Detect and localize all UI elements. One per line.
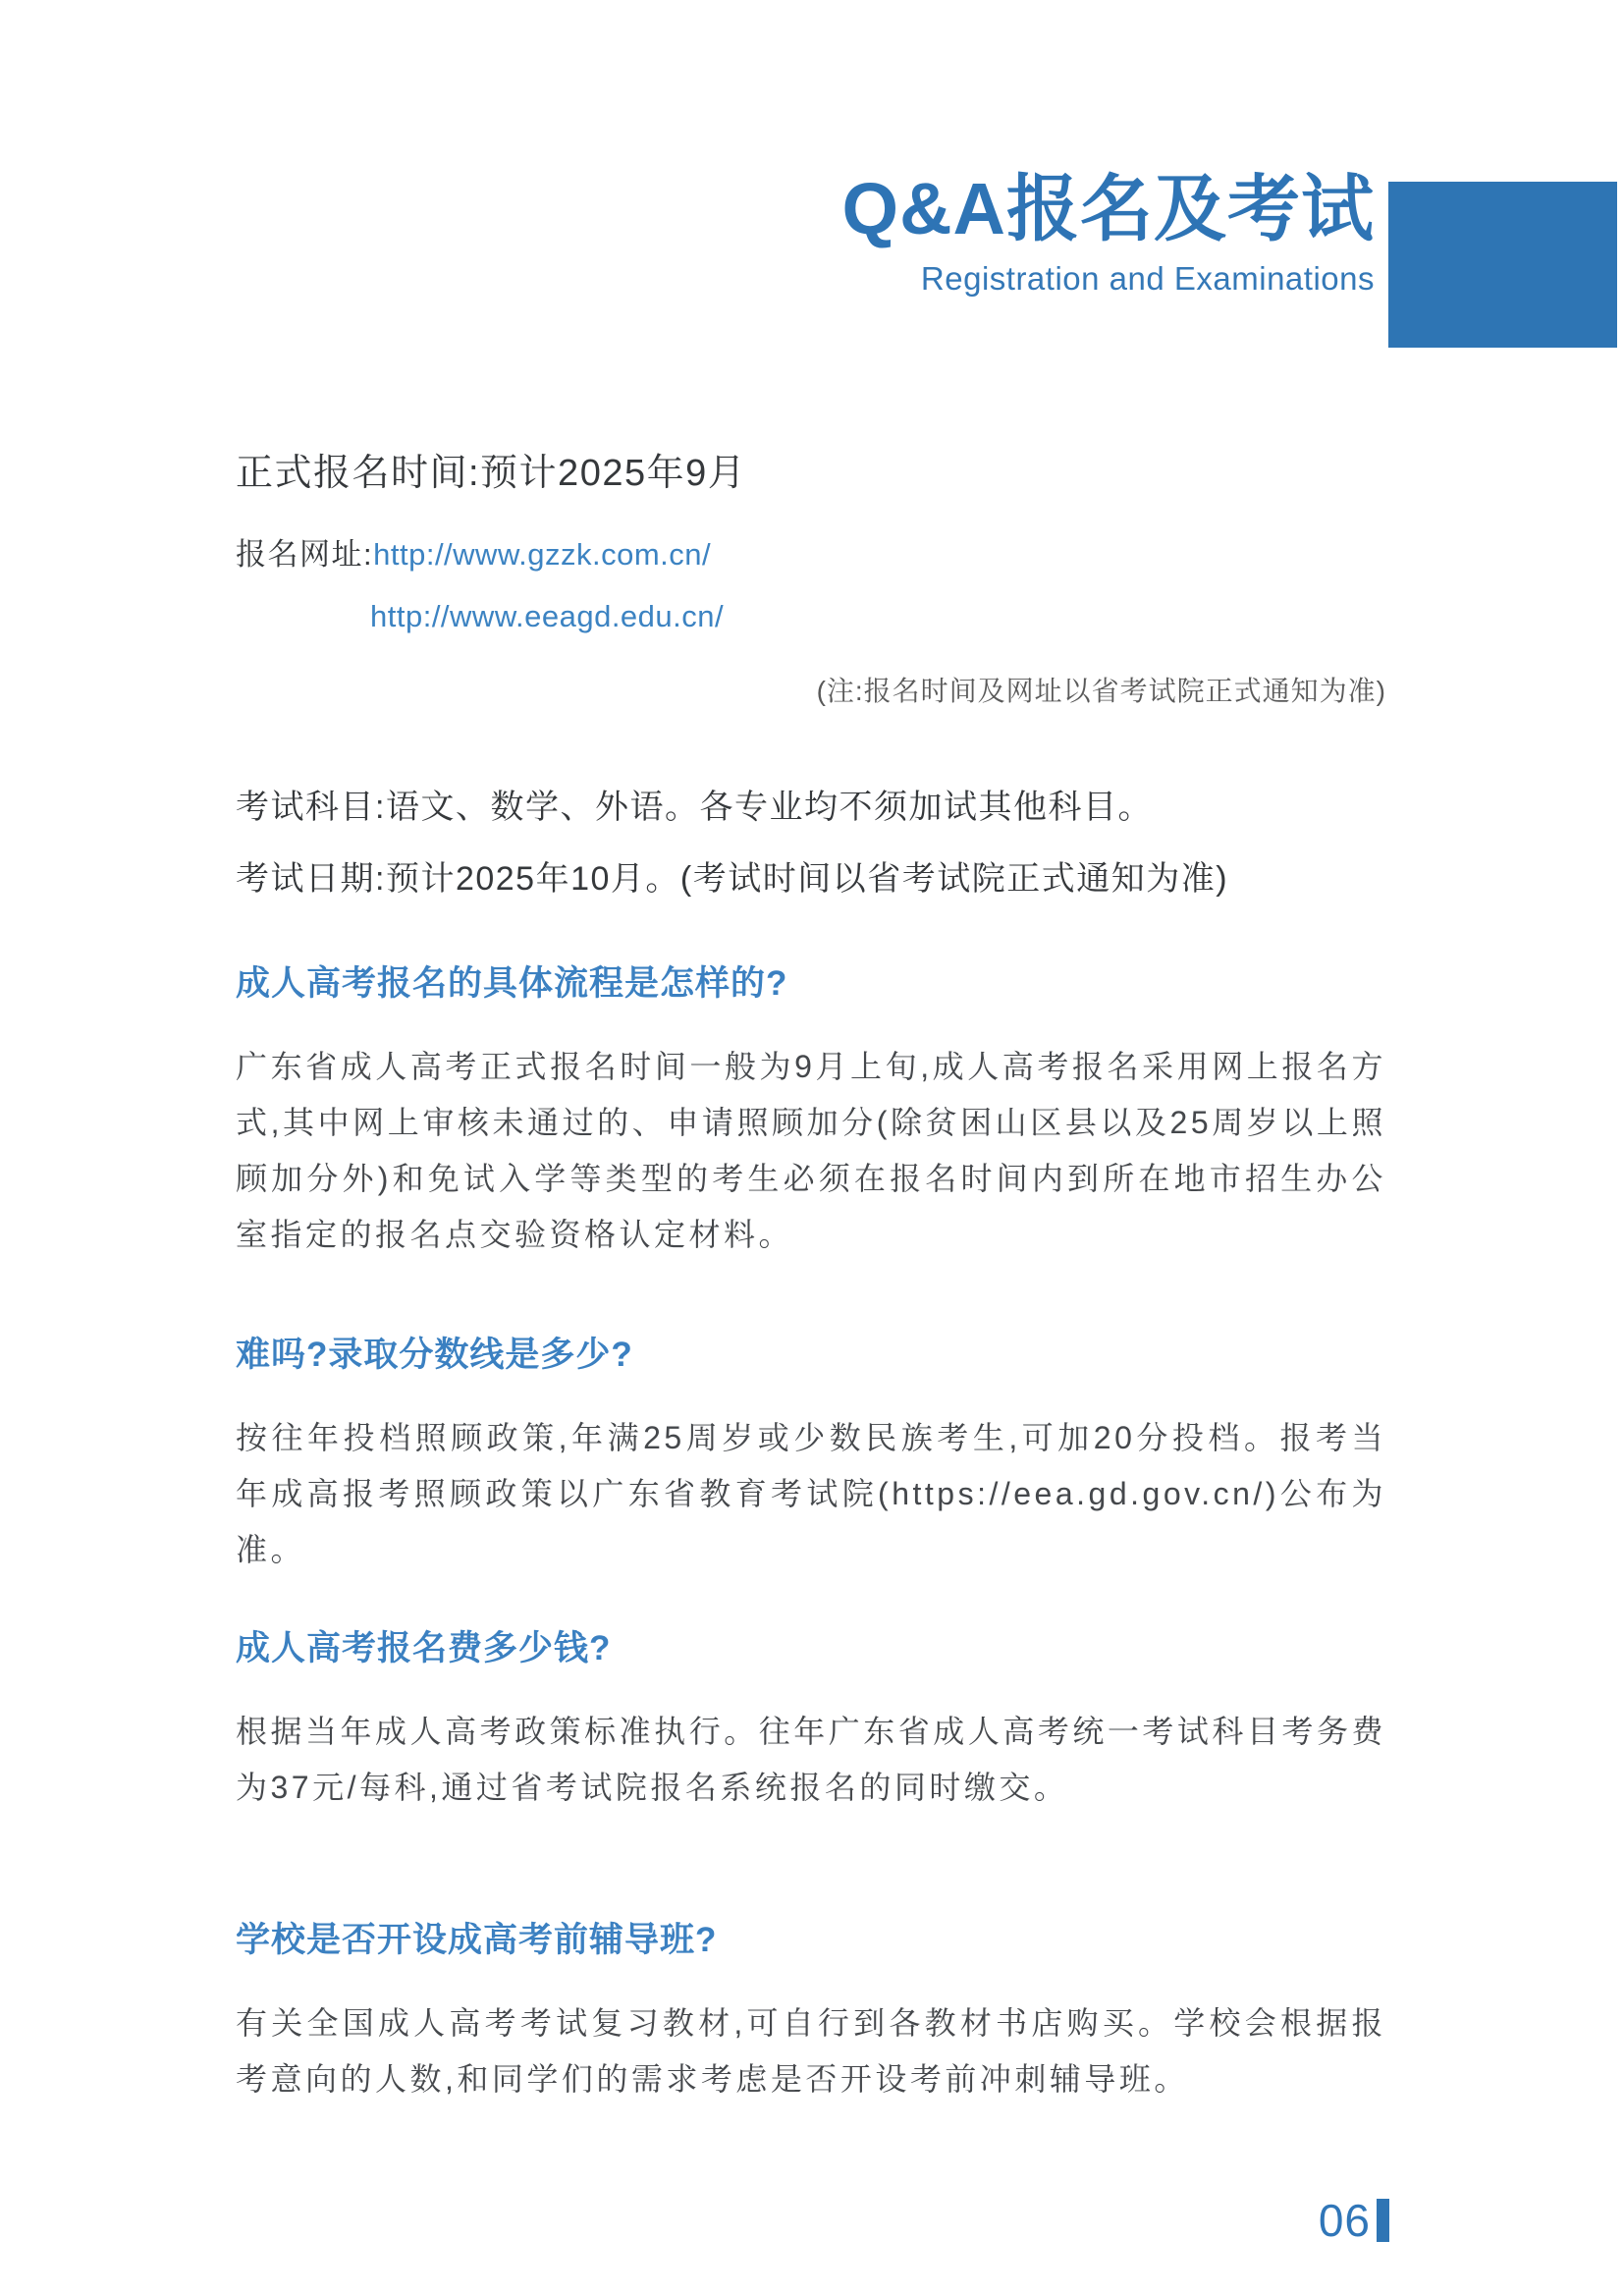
registration-site-label: 报名网址: [236,537,374,572]
registration-time-line: 正式报名时间:预计2025年9月 [236,453,747,494]
header-accent-block [1388,182,1617,348]
qa-question-3: 成人高考报名费多少钱? [236,1629,612,1667]
qa-answer-4: 有关全国成人高考考试复习教材,可自行到各教材书店购买。学校会根据报考意向的人数,和同学们的需求考虑是否开设考前冲刺辅导班。 [236,2005,1386,2097]
registration-url-2-line [370,597,1386,636]
qa-answer-2: 按往年投档照顾政策,年满25周岁或少数民族考生,可加20分投档。报考当年成高报考照顾政策以广东省教育考试院(https://eea.gd.gov.cn/)公布为准。 [236,1420,1386,1567]
registration-site-line [236,535,1386,574]
page-title: Q&A报名及考试 [841,168,1375,249]
page-number: 06 [1318,2195,1371,2246]
exam-subjects-line: 考试科目:语文、数学、外语。各专业均不须加试其他科目。 [236,789,1153,826]
page-footer [1318,2195,1389,2246]
page-header [842,169,1375,298]
exam-date-line: 考试日期:预计2025年10月。(考试时间以省考试院正式通知为准) [236,860,1229,898]
registration-url-2[interactable]: http://www.eeagd.edu.cn/ [370,599,725,633]
qa-question-2: 难吗?录取分数线是多少? [236,1336,633,1374]
page-number-accent-bar [1377,2199,1389,2242]
qa-answer-1: 广东省成人高考正式报名时间一般为9月上旬,成人高考报名采用网上报名方式,其中网上审核未通过的、申请照顾加分(除贫困山区县以及25周岁以上照顾加分外)和免试入学等类型的考生必须在报名时间内到所在地市招生办公室指定的报名点交验资格认定材料。 [236,1049,1386,1252]
registration-note: (注:报名时间及网址以省考试院正式通知为准) [816,676,1386,706]
qa-answer-3: 根据当年成人高考政策标准执行。往年广东省成人高考统一考试科目考务费为37元/每科,通过省考试院报名系统报名的同时缴交。 [236,1714,1386,1805]
page-subtitle: Registration and Examinations [920,259,1375,297]
qa-question-4: 学校是否开设成高考前辅导班? [236,1921,718,1959]
registration-url-1[interactable]: http://www.gzzk.com.cn/ [373,537,712,572]
qa-question-1: 成人高考报名的具体流程是怎样的? [236,964,788,1003]
